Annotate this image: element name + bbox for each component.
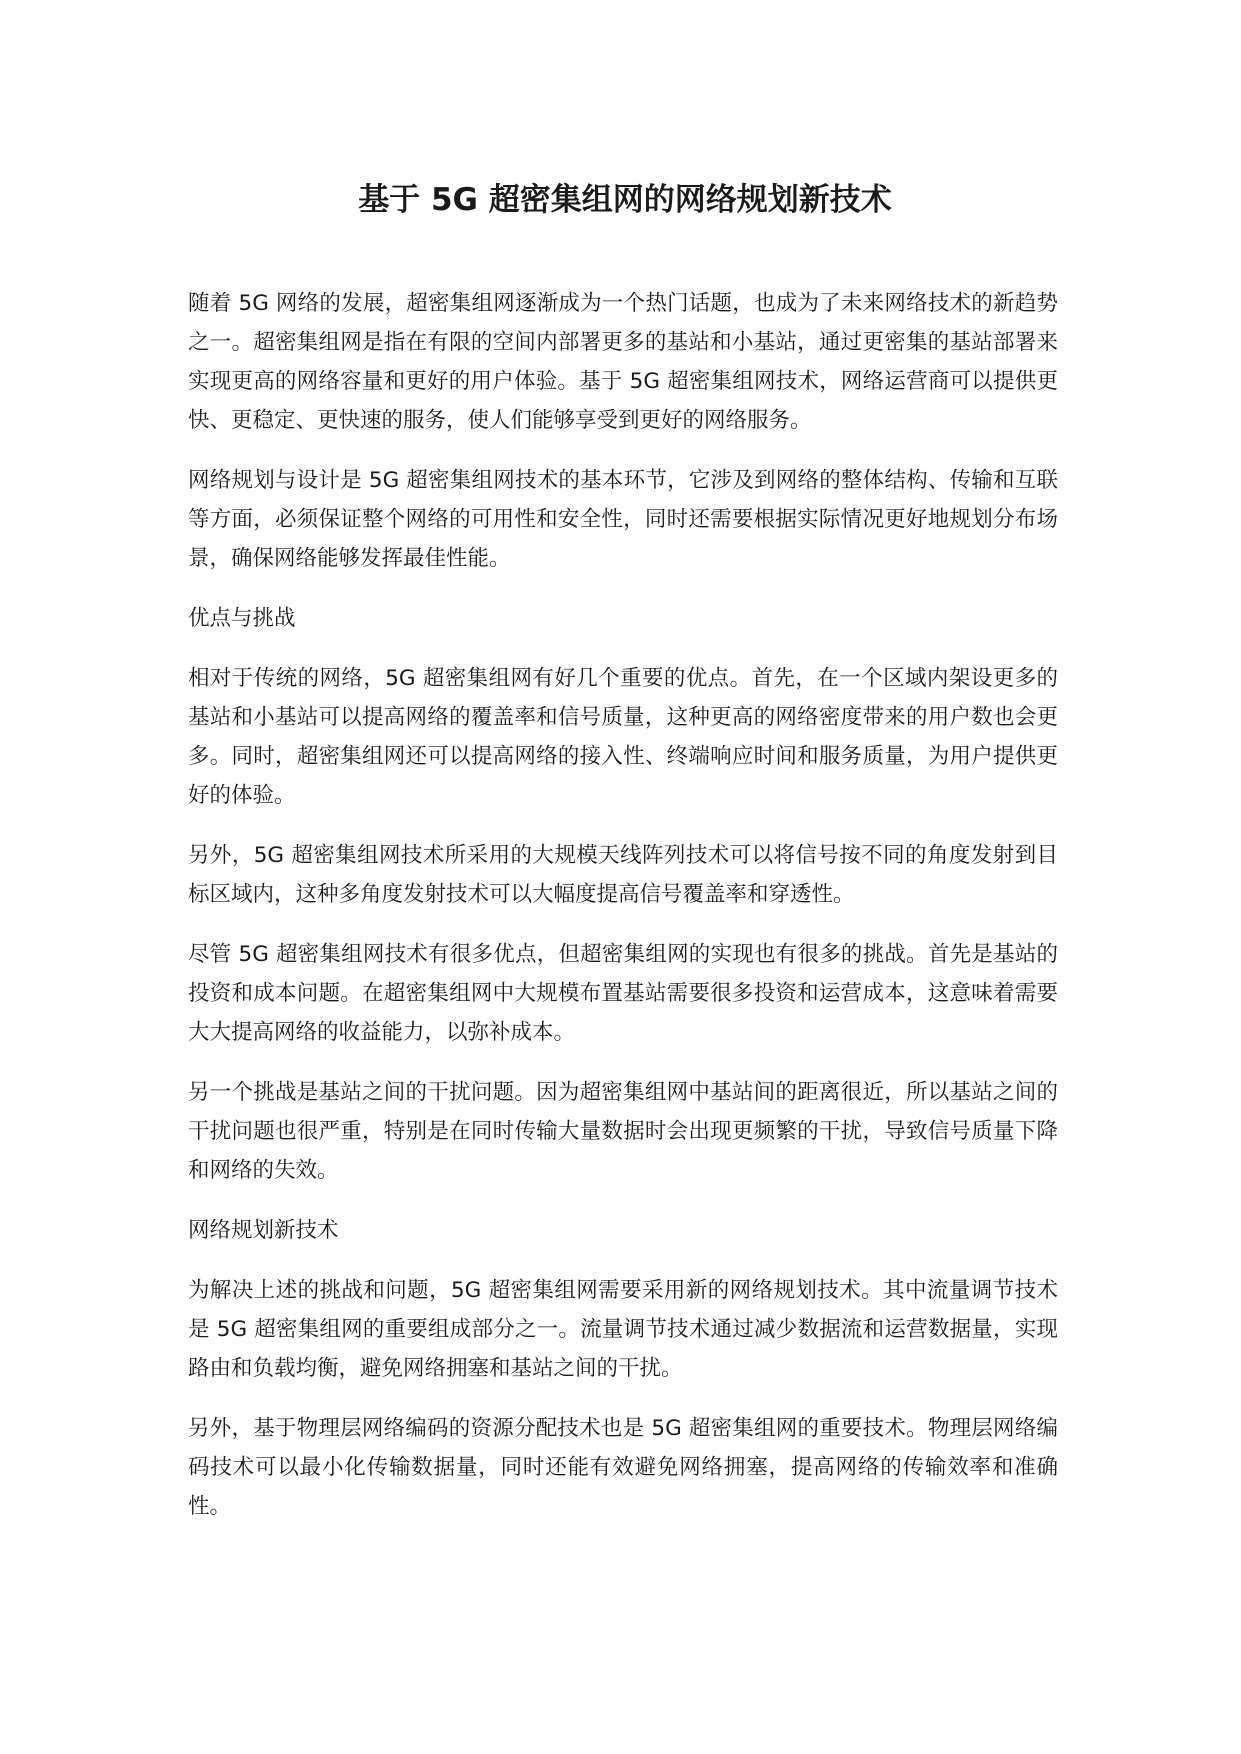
paragraph-cost-challenge: 尽管 5G 超密集组网技术有很多优点，但超密集组网的实现也有很多的挑战。首先是基站的投资和成本问题。在超密集组网中大规模布置基站需要很多投资和运营成本，这意味着需要大大提高网络的收益能力，以弥补成本。	[188, 942, 1058, 1045]
document-page	[188, 170, 1058, 1547]
paragraph-network-coding: 另外，基于物理层网络编码的资源分配技术也是 5G 超密集组网的重要技术。物理层网络编码技术可以最小化传输数据量，同时还能有效避免网络拥塞，提高网络的传输效率和准确性。	[188, 1416, 1058, 1519]
paragraph-planning-design: 网络规划与设计是 5G 超密集组网技术的基本环节，它涉及到网络的整体结构、传输和互联等方面，必须保证整个网络的可用性和安全性，同时还需要根据实际情况更好地规划分布场景，确保网络能够发挥最佳性能。	[188, 468, 1058, 571]
paragraph-advantages: 相对于传统的网络，5G 超密集组网有好几个重要的优点。首先，在一个区域内架设更多的基站和小基站可以提高网络的覆盖率和信号质量，这种更高的网络密度带来的用户数也会更多。同时，超密集组网还可以提高网络的接入性、终端响应时间和服务质量，为用户提供更好的体验。	[188, 666, 1058, 808]
paragraph-antenna-array: 另外，5G 超密集组网技术所采用的大规模天线阵列技术可以将信号按不同的角度发射到目标区域内，这种多角度发射技术可以大幅度提高信号覆盖率和穿透性。	[188, 843, 1058, 907]
paragraph-traffic-regulation: 为解决上述的挑战和问题，5G 超密集组网需要采用新的网络规划技术。其中流量调节技术是 5G 超密集组网的重要组成部分之一。流量调节技术通过减少数据流和运营数据量，实现路由和负载均衡，避免网络拥塞和基站之间的干扰。	[188, 1278, 1058, 1381]
paragraph-interference-challenge: 另一个挑战是基站之间的干扰问题。因为超密集组网中基站间的距离很近，所以基站之间的干扰问题也很严重，特别是在同时传输大量数据时会出现更频繁的干扰，导致信号质量下降和网络的失效。	[188, 1080, 1058, 1183]
section-heading-pros-cons: 优点与挑战	[188, 606, 296, 631]
document-body	[188, 284, 1058, 1526]
section-heading-new-tech: 网络规划新技术	[188, 1218, 339, 1243]
paragraph-intro: 随着 5G 网络的发展，超密集组网逐渐成为一个热门话题，也成为了未来网络技术的新趋势之一。超密集组网是指在有限的空间内部署更多的基站和小基站，通过更密集的基站部署来实现更高的网络容量和更好的用户体验。基于 5G 超密集组网技术，网络运营商可以提供更快、更稳定、更快速的服务，使人们能够享受到更好的网络服务。	[188, 291, 1058, 433]
document-title: 基于 5G 超密集组网的网络规划新技术	[358, 182, 892, 218]
